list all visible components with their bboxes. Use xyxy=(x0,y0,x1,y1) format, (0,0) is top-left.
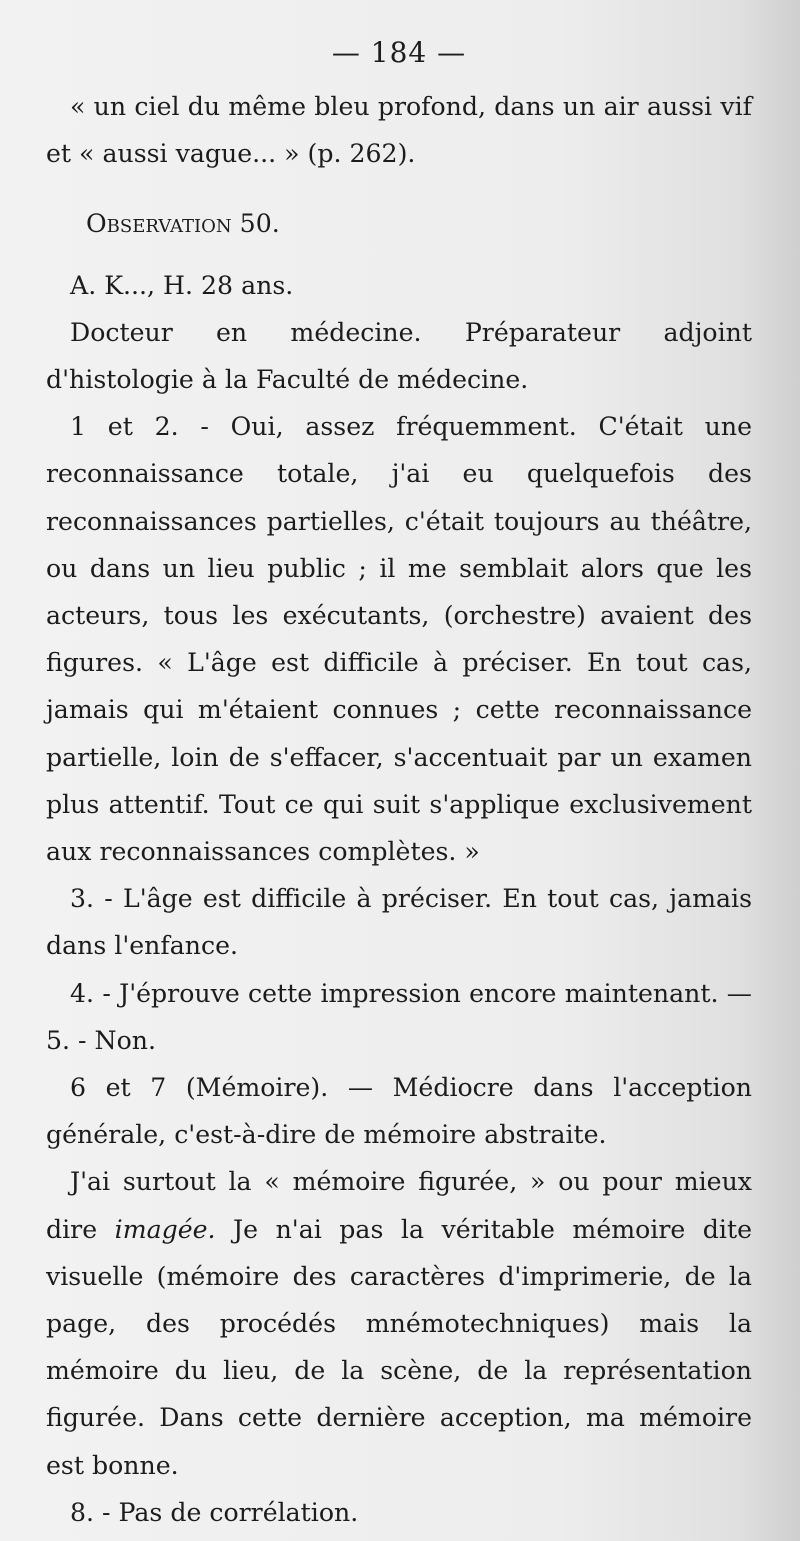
profession-paragraph: Docteur en médecine. Préparateur adjoint d'histologie à la Faculté de médecine. xyxy=(46,317,752,395)
memory-emphasis: imagée. xyxy=(114,1214,216,1244)
page-text xyxy=(46,83,752,1536)
memory-text-before: J'ai surtout la « mémoire figurée, » ou pour mieux dire xyxy=(46,1167,752,1244)
answer-3: 3. - L'âge est difficile à préciser. En tout cas, jamais dans l'enfance. xyxy=(46,884,752,961)
answer-1-2: 1 et 2. - Oui, assez fréquemment. C'était une reconnaissance totale, j'ai eu quelquefois des reconnaissances partielles, c'était toujours au théâtre, ou dans un lieu public ; il me semblait alors que les acteurs, tous les exécutants, (orchestre) avaient des figures. « L'âge est difficile à préciser. En tout cas, jamais qui m'étaient connues ; cette reconnaissance partielle, loin de s'effacer, s'accentuait par un examen plus attentif. Tout ce qui suit s'applique exclusivement aux reconnaissances complètes. » xyxy=(46,412,752,867)
quote-continuation: « un ciel du même bleu profond, dans un air aussi vif et « aussi vague... » (p. 262). xyxy=(46,92,752,169)
subject-line: A. K..., H. 28 ans. xyxy=(70,270,294,300)
observation-heading: Observation 50. xyxy=(86,209,280,239)
answer-6-7: 6 et 7 (Mémoire). — Médiocre dans l'acception générale, c'est-à-dire de mémoire abstraite. xyxy=(46,1073,752,1150)
memory-paragraph xyxy=(46,1158,752,1488)
answer-4-5: 4. - J'éprouve cette impression encore maintenant. — 5. - Non. xyxy=(46,978,752,1055)
memory-text-after: Je n'ai pas la véritable mémoire dite visuelle (mémoire des caractères d'imprimerie, de la page, des procédés mnémotechniques) mais la mémoire du lieu, de la scène, de la représentation figurée. Dans cette dernière acception, ma mémoire est bonne. xyxy=(46,1214,752,1480)
answer-8: 8. - Pas de corrélation. xyxy=(70,1497,359,1527)
page-number: — 184 — xyxy=(331,36,467,69)
